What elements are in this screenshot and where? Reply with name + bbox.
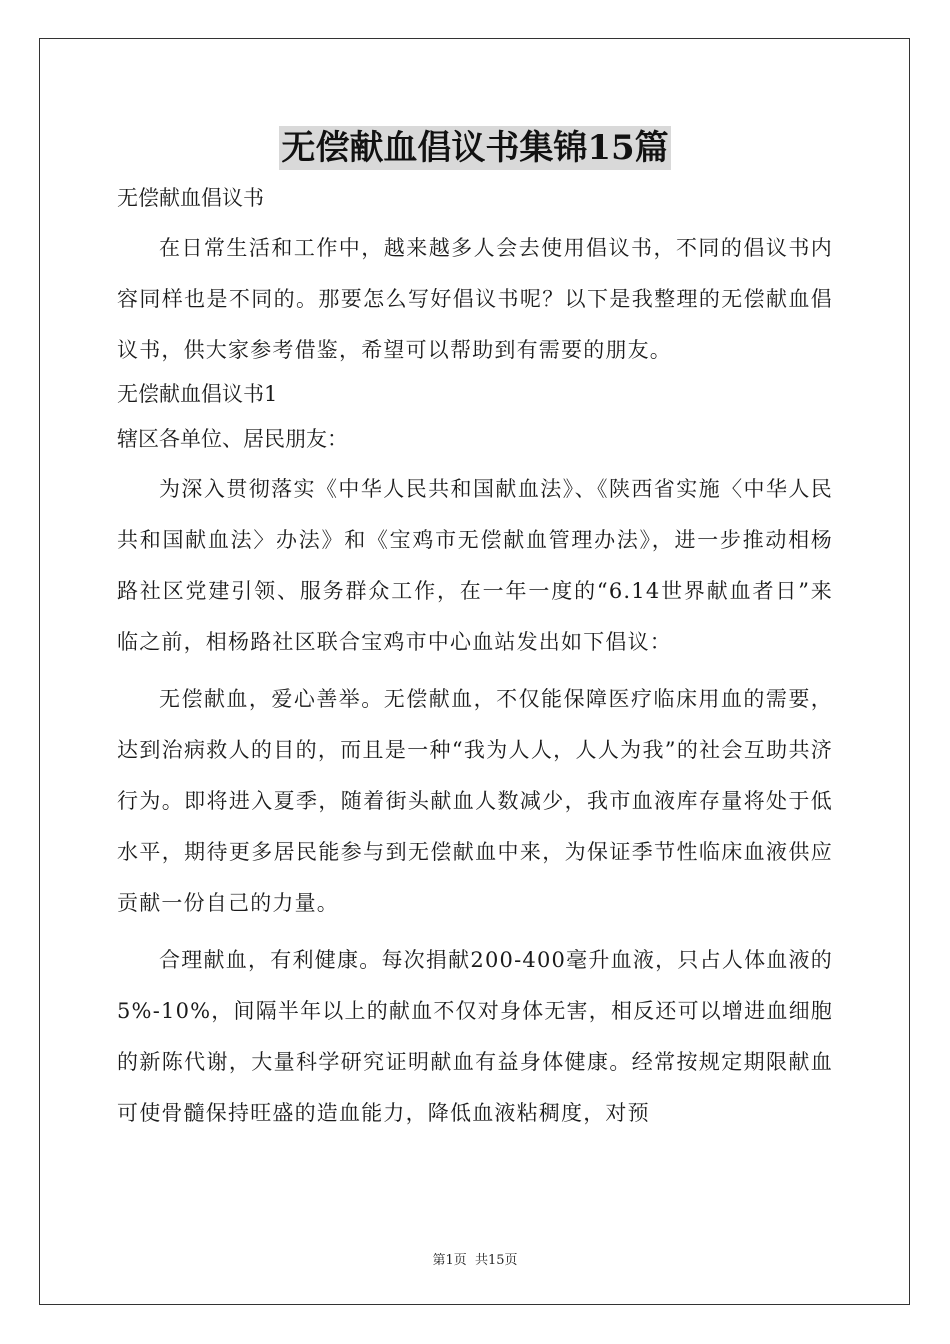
- body-paragraph: 无偿献血，爱心善举。无偿献血，不仅能保障医疗临床用血的需要，达到治病救人的目的，而且是一种“我为人人，人人为我”的社会互助共济行为。即将进入夏季，随着街头献血人数减少，我市血液库存量将处于低水平，期待更多居民能参与到无偿献血中来，为保证季节性临床血液供应贡献一份自己的力量。: [117, 687, 833, 915]
- document-body: [117, 178, 833, 1139]
- page-total: 共15页: [474, 1253, 518, 1268]
- document-title: 无偿献血倡议书集锦15篇: [281, 128, 669, 168]
- page-footer: [0, 1249, 950, 1268]
- salutation: 辖区各单位、居民朋友：: [117, 427, 348, 451]
- intro-paragraph: 在日常生活和工作中，越来越多人会去使用倡议书，不同的倡议书内容同样也是不同的。那要怎么写好倡议书呢？以下是我整理的无偿献血倡议书，供大家参考借鉴，希望可以帮助到有需要的朋友。: [117, 236, 833, 362]
- body-paragraph: 为深入贯彻落实《中华人民共和国献血法》、《陕西省实施〈中华人民共和国献血法〉办法》和《宝鸡市无偿献血管理办法》，进一步推动相杨路社区党建引领、服务群众工作，在一年一度的“6.14世界献血者日”来临之前，相杨路社区联合宝鸡市中心血站发出如下倡议：: [117, 477, 833, 654]
- body-paragraph: 合理献血，有利健康。每次捐献200-400毫升血液，只占人体血液的5%-10%，间隔半年以上的献血不仅对身体无害，相反还可以增进血细胞的新陈代谢，大量科学研究证明献血有益身体健康。经常按规定期限献血可使骨髓保持旺盛的造血能力，降低血液粘稠度，对预: [117, 948, 833, 1125]
- section-heading: 无偿献血倡议书: [117, 186, 264, 210]
- page-number: 第1页: [432, 1253, 467, 1268]
- sub-heading: 无偿献血倡议书1: [117, 382, 278, 406]
- title-container: [0, 126, 950, 170]
